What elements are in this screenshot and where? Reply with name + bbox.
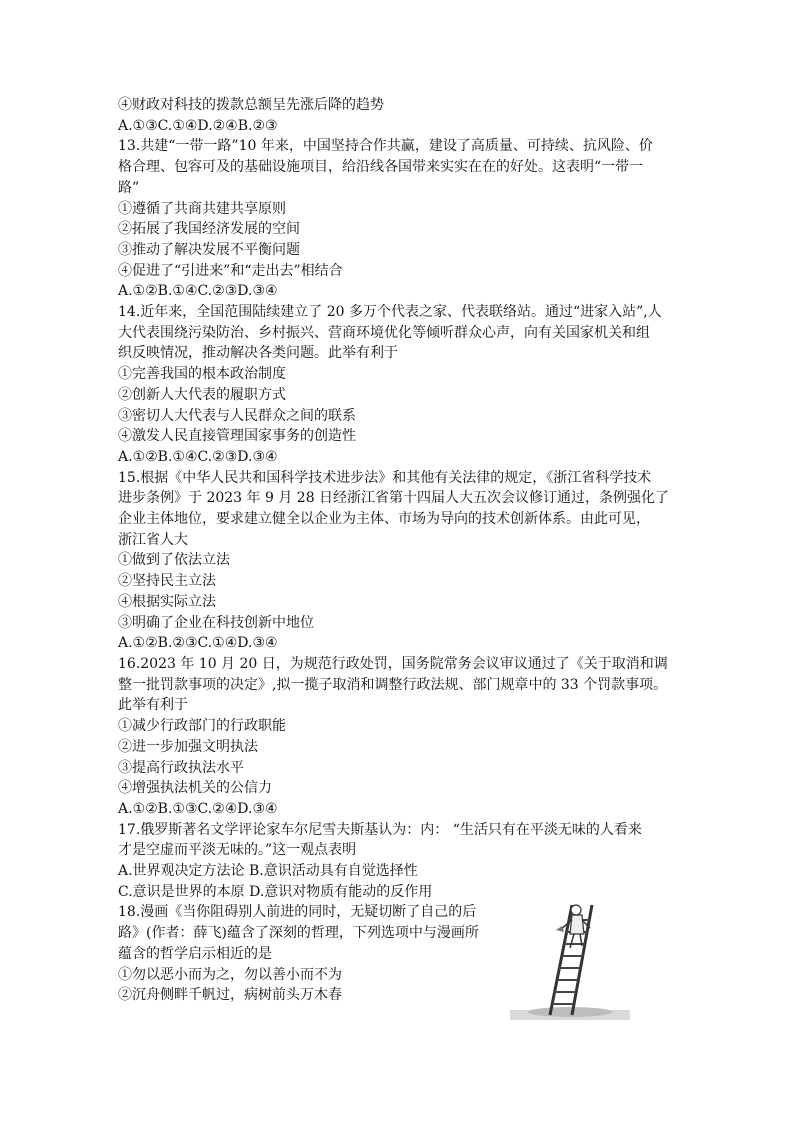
question-18-stem: 18.漫画《当你阻碍别人前进的同时，无疑切断了自己的后 — [118, 904, 477, 921]
question-17-stem: 17.俄罗斯著名文学评论家车尔尼雪夫斯基认为：内： “生活只有在平淡无味的人看来 — [118, 821, 642, 838]
option-line: ①做到了依法立法 — [118, 552, 230, 569]
question-14-stem: 大代表围绕污染防治、乡村振兴、营商环境优化等倾听群众心声，向有关国家机关和组 — [118, 324, 650, 341]
option-line: ①勿以恶小而为之，勿以善小而不为 — [118, 966, 342, 983]
question-18-stem: 蕴含的哲学启示相近的是 — [118, 945, 272, 962]
option-line: ④根据实际立法 — [118, 593, 216, 610]
ladder-cartoon-illustration — [510, 900, 630, 1020]
question-18-stem: 路》(作者：薛飞)蕴含了深刻的哲理，下列选项中与漫画所 — [118, 925, 479, 942]
question-15-stem: 浙江省人大 — [118, 531, 188, 548]
option-line: ②创新人大代表的履职方式 — [118, 386, 286, 403]
option-line: ④促进了“引进来”和“走出去”相结合 — [118, 262, 343, 279]
option-line: ①遵循了共商共建共享原则 — [118, 200, 286, 217]
answer-options: A.①③C.①④D.②④B.②③ — [118, 117, 278, 134]
question-16-stem: 16.2023 年 10 月 20 日，为规范行政处罚，国务院常务会议审议通过了《关于取消和调 — [118, 655, 668, 672]
question-13-stem: 路” — [118, 179, 140, 196]
question-15-stem: 企业主体地位，要求建立健全以企业为主体、市场为导向的技术创新体系。由此可见， — [118, 511, 650, 528]
text-line: ④财政对科技的拨款总额呈先涨后降的趋势 — [118, 97, 384, 113]
document-page — [118, 95, 698, 1006]
answer-options: A.①②B.②③C.①④D.③④ — [118, 635, 278, 652]
option-line: ①完善我国的根本政治制度 — [118, 366, 286, 383]
option-line: ②进一步加强文明执法 — [118, 738, 258, 755]
option-line: ②拓展了我国经济发展的空间 — [118, 221, 300, 238]
question-16-stem: 此举有利于 — [118, 697, 188, 714]
option-line: ③推动了解决发展不平衡问题 — [118, 241, 300, 258]
option-line: ④激发人民直接管理国家事务的创造性 — [118, 428, 356, 445]
question-13-stem: 13.共建“一带一路”10 年来，中国坚持合作共赢，建设了高质量、可持续、抗风险、价 — [118, 138, 653, 155]
option-line: ③密切人大代表与人民群众之间的联系 — [118, 407, 356, 424]
question-15-stem: 15.根据《中华人民共和国科学技术进步法》和其他有关法律的规定，《浙江省科学技术 — [118, 469, 652, 486]
answer-options: A.①②B.①③C.②④D.③④ — [118, 800, 278, 817]
question-14-stem: 14.近年来，全国范围陆续建立了 20 多万个代表之家、代表联络站。通过“进家入站”,人 — [118, 304, 662, 321]
question-16-stem: 整一批罚款事项的决定》,拟一揽子取消和调整行政法规、部门规章中的 33 个罚款事项。 — [118, 676, 668, 693]
option-line: ③明确了企业在科技创新中地位 — [118, 614, 314, 631]
option-line: ④增强执法机关的公信力 — [118, 780, 272, 797]
answer-options: A.①②B.①④C.②③D.③④ — [118, 448, 278, 465]
option-line: ②沉舟侧畔千帆过，病树前头万木春 — [118, 987, 342, 1004]
option-line: ③提高行政执法水平 — [118, 759, 244, 776]
question-17-stem: 才是空虚而平淡无味的。”这一观点表明 — [118, 842, 357, 859]
question-15-stem: 进步条例》于 2023 年 9 月 28 日经浙江省第十四届人大五次会议修订通过，条例强化了 — [118, 490, 670, 507]
answer-options: A.①②B.①④C.②③D.③④ — [118, 283, 278, 300]
answer-options: C.意识是世界的本原 D.意识对物质有能动的反作用 — [118, 883, 433, 900]
question-14-stem: 织反映情况，推动解决各类问题。此举有利于 — [118, 345, 398, 362]
option-line: ①减少行政部门的行政职能 — [118, 718, 286, 735]
option-line: ②坚持民主立法 — [118, 573, 216, 590]
question-13-stem: 格合理、包容可及的基础设施项目，给沿线各国带来实实在在的好处。这表明“一带一 — [118, 159, 644, 176]
answer-options: A.世界观决定方法论 B.意识活动具有自觉选择性 — [118, 863, 418, 880]
question-18-block — [118, 902, 498, 1006]
